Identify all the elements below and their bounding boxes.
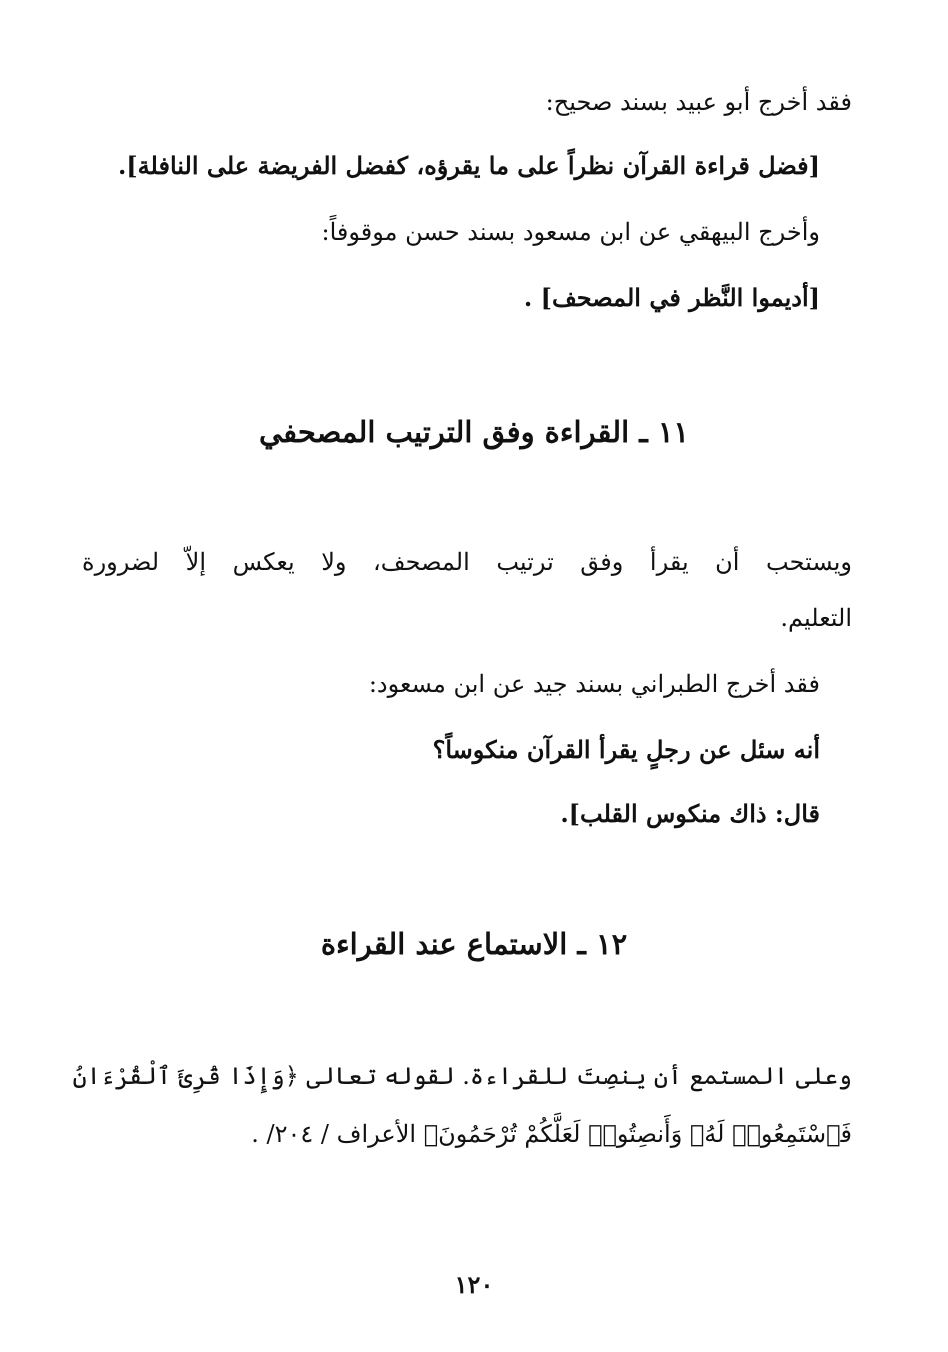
- section-12-paragraph-line-1: وعلى المستمع أن ينصِتَ للقراءة. لقوله تعالى ﴿وَإِذَا قُرِئَ ٱلْقُرْءَانُ: [72, 1062, 852, 1090]
- section-12-paragraph-line-2: فَٱسْتَمِعُوا۟ لَهُۥ وَأَنصِتُوا۟ لَعَلَّكُمْ تُرْحَمُونَ﴾ الأعراف / ٢٠٤/ .: [251, 1120, 852, 1148]
- quote-answer-line: قال: ذاك منكوس القلب].: [560, 799, 820, 828]
- section-heading-11: ١١ ـ القراءة وفق الترتيب المصحفي: [259, 415, 689, 449]
- quote-question-line: أنه سئل عن رجلٍ يقرأ القرآن منكوساً؟: [432, 735, 820, 764]
- quote-look-in-mushaf: [أديموا النَّظر في المصحف] .: [523, 283, 820, 312]
- section-heading-12: ١٢ ـ الاستماع عند القراءة: [320, 927, 628, 961]
- page-number: ١٢٠: [454, 1270, 494, 1299]
- section-11-paragraph-line-2: التعليم.: [780, 604, 852, 632]
- section-11-paragraph-line-1: ويستحب أن يقرأ وفق ترتيب المصحف، ولا يعكس إلاّ لضرورة: [82, 548, 852, 576]
- intro-line-bayhaqi: وأخرج البيهقي عن ابن مسعود بسند حسن موقوفاً:: [321, 218, 820, 246]
- intro-line-abu-ubaid: فقد أخرج أبو عبيد بسند صحيح:: [545, 88, 852, 116]
- tabarani-narration-line: فقد أخرج الطبراني بسند جيد عن ابن مسعود:: [368, 670, 820, 698]
- quote-reading-from-mushaf: [فضل قراءة القرآن نظراً على ما يقرؤه، كفضل الفريضة على النافلة].: [117, 151, 820, 180]
